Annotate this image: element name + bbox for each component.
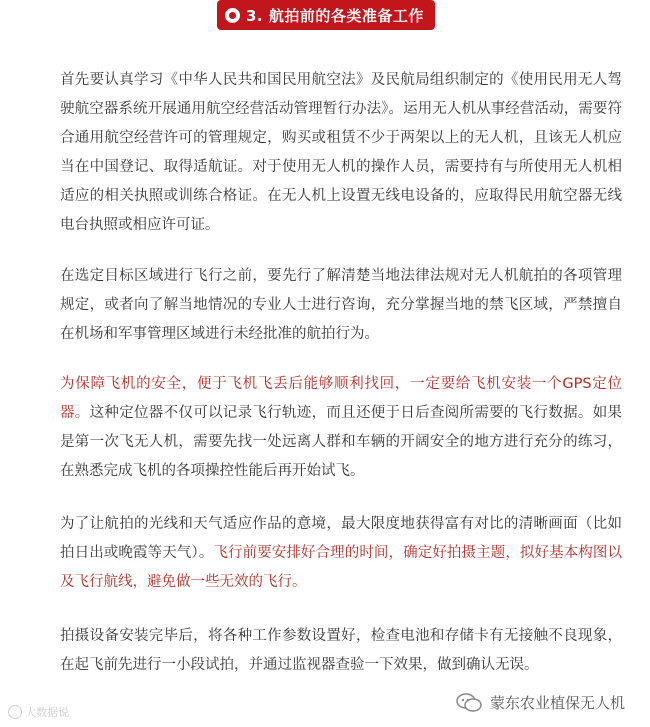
paragraph-lighting-intro: 为了让航拍的光线和天气适应作品的意境，最大限度地获得富有对比的清晰画面（比如拍日出或晚霞等天气）。 — [60, 516, 622, 561]
paragraph-local-laws: 在选定目标区域进行飞行之前，要先行了解清楚当地法律法规对无人机航拍的各项管理规定，或者向了解当地情况的专业人士进行咨询，充分掌握当地的禁飞区域，严禁擅自在机场和军事管理区域进行未经批准的航拍行为。 — [60, 268, 622, 342]
paragraph-gps — [60, 370, 622, 486]
watermark-left-text: 大数据说 — [25, 706, 69, 719]
watermark-logo-icon — [8, 705, 22, 719]
section-title-badge — [217, 0, 435, 30]
paragraph-lighting — [60, 510, 622, 597]
record-circle-icon — [225, 8, 240, 23]
highlight-gps: 为保障飞机的安全，便于飞机飞丢后能够顺利找回，一定要给飞机安装一个GPS定位器。 — [60, 376, 622, 421]
watermark-right-text: 蒙东农业植保无人机 — [490, 694, 626, 712]
watermark-right — [456, 692, 625, 713]
section-header — [0, 0, 650, 34]
section-title: 3. 航拍前的各类准备工作 — [246, 6, 424, 25]
wechat-icon — [456, 693, 482, 713]
paragraph-regulations: 首先要认真学习《中华人民共和国民用航空法》及民航局组织制定的《使用民用无人驾驶航空器系统开展通用航空经营活动管理暂行办法》。运用无人机从事经营活动，需要符合通用航空经营许可的管理规定，购买或租赁不少于两架以上的无人机，且该无人机应当在中国登记、取得适航证。对于使用无人机的操作人员，需要持有与所使用无人机相适应的相关执照或训练合格证。在无人机上设置无线电设备的，应取得民用航空器无线电台执照或相应许可证。 — [60, 72, 622, 233]
paragraph-equipment: 拍摄设备安装完毕后，将各种工作参数设置好，检查电池和存储卡有无接触不良现象，在起飞前先进行一小段试拍，并通过监视器查验一下效果，做到确认无误。 — [60, 628, 622, 673]
paragraph-gps-rest: 这种定位器不仅可以记录飞行轨迹，而且还便于日后查阅所需要的飞行数据。如果是第一次飞无人机，需要先找一处远离人群和车辆的开阔安全的地方进行充分的练习，在熟悉完成飞机的各项操控性能后再开始试飞。 — [60, 405, 623, 479]
highlight-planning: 飞行前要安排好合理的时间，确定好拍摄主题，拟好基本构图以及飞行航线，避免做一些无效的飞行。 — [60, 545, 623, 590]
watermark-left — [8, 704, 69, 720]
